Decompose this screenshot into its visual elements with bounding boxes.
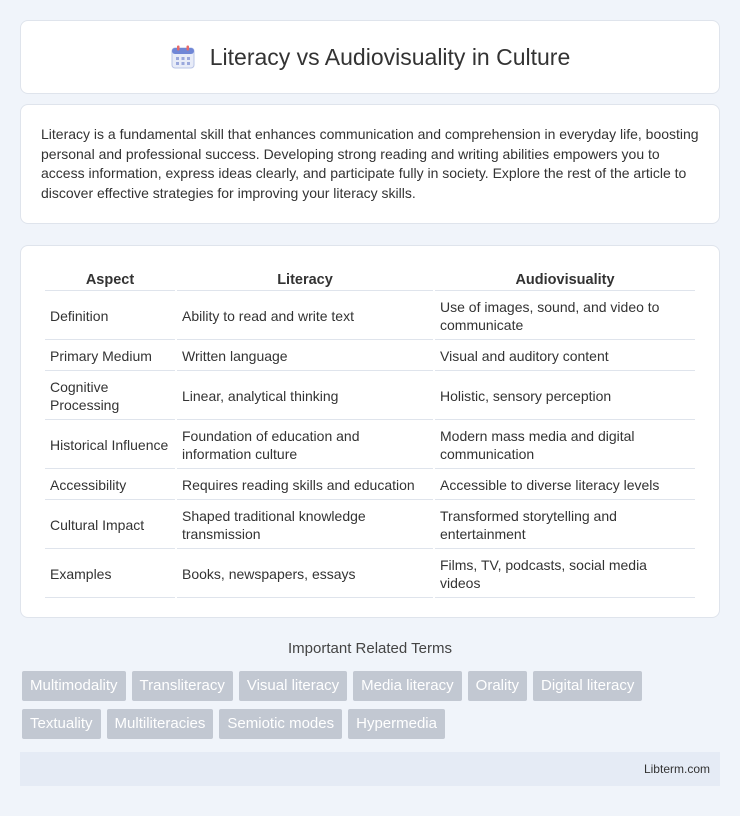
footer [20, 752, 720, 786]
table-row [45, 373, 695, 420]
cell-literacy: Requires reading skills and education [177, 471, 433, 500]
tag-semiotic-modes[interactable]: Semiotic modes [219, 709, 342, 739]
tag-hypermedia[interactable]: Hypermedia [348, 709, 445, 739]
cell-literacy: Shaped traditional knowledge transmission [177, 502, 433, 549]
related-terms-list [22, 671, 722, 747]
title-card [20, 20, 720, 94]
cell-literacy: Books, newspapers, essays [177, 551, 433, 598]
table-row [45, 342, 695, 371]
intro-card [20, 104, 720, 224]
intro-text: Literacy is a fundamental skill that enhances communication and comprehension in everyday life, boosting personal and professional success. Developing strong reading and writing abilities empowers you to access information, express ideas clearly, and participate fully in society. Explore the rest of the article to discover effective strategies for improving your literacy skills. [41, 126, 699, 201]
cell-literacy: Ability to read and write text [177, 293, 433, 340]
cell-literacy: Linear, analytical thinking [177, 373, 433, 420]
tag-row [22, 671, 722, 701]
cell-literacy: Foundation of education and information culture [177, 422, 433, 469]
cell-aspect: Cultural Impact [45, 502, 175, 549]
cell-audiovisuality: Modern mass media and digital communication [435, 422, 695, 469]
table-row [45, 293, 695, 340]
cell-aspect: Definition [45, 293, 175, 340]
header-audiovisuality: Audiovisuality [435, 266, 695, 291]
page-title: Literacy vs Audiovisuality in Culture [209, 43, 571, 70]
cell-aspect: Examples [45, 551, 175, 598]
tag-row [22, 709, 722, 739]
comparison-table [43, 264, 697, 600]
tag-digital-literacy[interactable]: Digital literacy [533, 671, 642, 701]
tag-media-literacy[interactable]: Media literacy [353, 671, 462, 701]
cell-audiovisuality: Visual and auditory content [435, 342, 695, 371]
cell-audiovisuality: Use of images, sound, and video to communicate [435, 293, 695, 340]
table-header-row [45, 266, 695, 291]
related-terms-heading: Important Related Terms [288, 640, 452, 657]
tag-multimodality[interactable]: Multimodality [22, 671, 126, 701]
header-aspect: Aspect [45, 266, 175, 291]
tag-visual-literacy[interactable]: Visual literacy [239, 671, 347, 701]
tag-multiliteracies[interactable]: Multiliteracies [107, 709, 214, 739]
cell-audiovisuality: Transformed storytelling and entertainment [435, 502, 695, 549]
tag-textuality[interactable]: Textuality [22, 709, 101, 739]
tag-transliteracy[interactable]: Transliteracy [132, 671, 233, 701]
table-row [45, 422, 695, 469]
cell-aspect: Cognitive Processing [45, 373, 175, 420]
cell-audiovisuality: Accessible to diverse literacy levels [435, 471, 695, 500]
cell-audiovisuality: Films, TV, podcasts, social media videos [435, 551, 695, 598]
header-literacy: Literacy [177, 266, 433, 291]
cell-literacy: Written language [177, 342, 433, 371]
table-row [45, 471, 695, 500]
table-row [45, 502, 695, 549]
cell-aspect: Accessibility [45, 471, 175, 500]
footer-site-link[interactable]: Libterm.com [643, 762, 710, 776]
cell-aspect: Primary Medium [45, 342, 175, 371]
cell-aspect: Historical Influence [45, 422, 175, 469]
cell-audiovisuality: Holistic, sensory perception [435, 373, 695, 420]
comparison-table-card [20, 245, 720, 618]
calendar-icon [170, 44, 196, 70]
table-row [45, 551, 695, 598]
tag-orality[interactable]: Orality [468, 671, 527, 701]
